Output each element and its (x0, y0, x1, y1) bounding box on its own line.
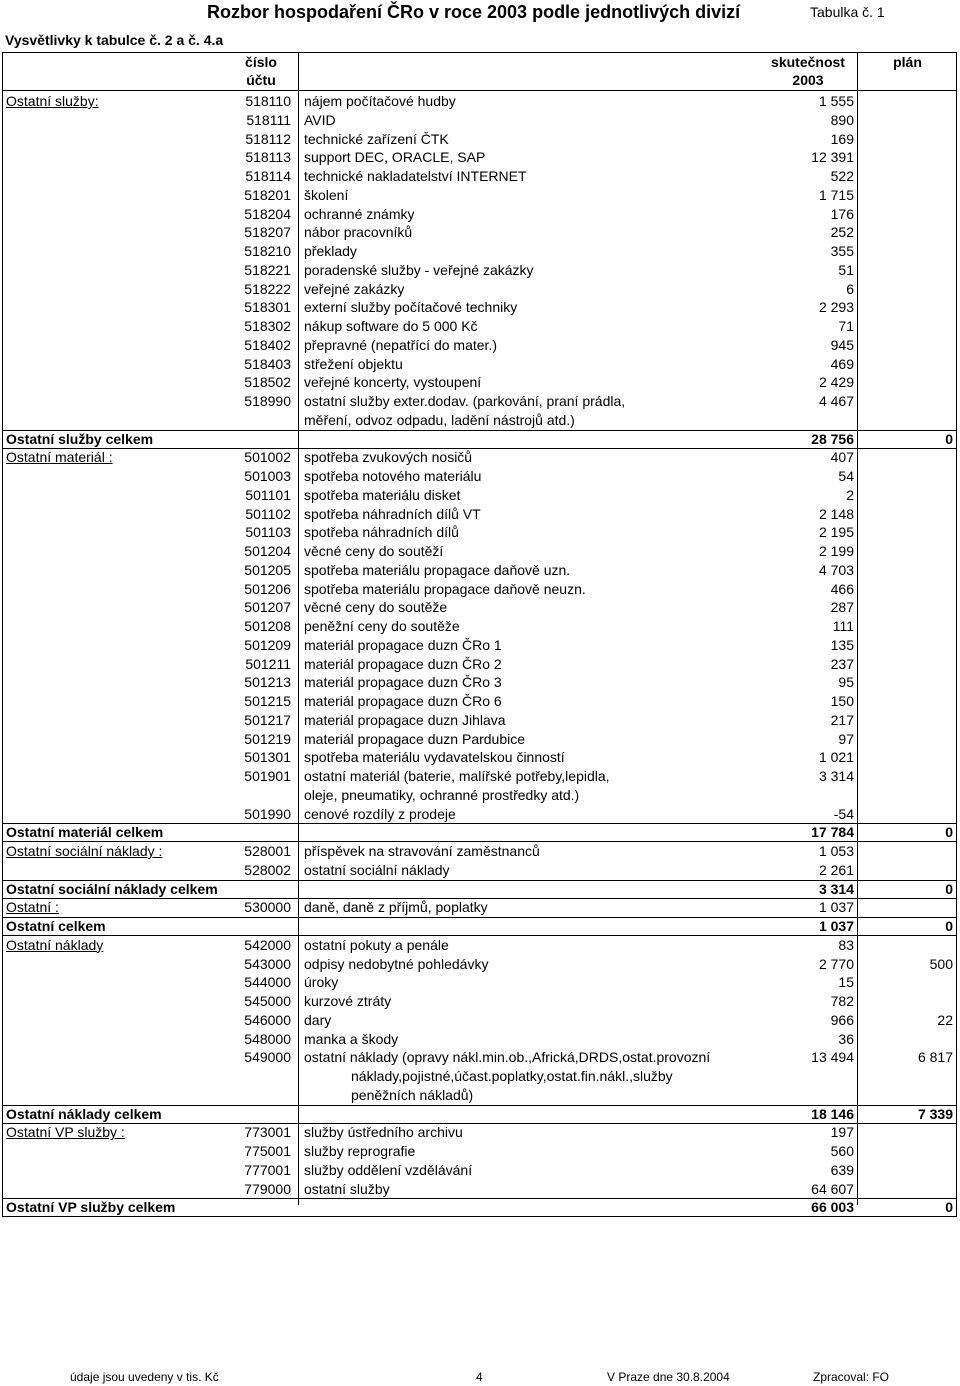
actual-value: 15 (838, 974, 854, 991)
table-row (0, 580, 960, 599)
item-description: oleje, pneumatiky, ochranné prostředky atd.) (304, 786, 580, 803)
table-row (0, 1030, 960, 1049)
table-row (0, 167, 960, 186)
section-total-label: Ostatní služby celkem (6, 430, 154, 447)
table-row (0, 467, 960, 486)
footer-author: Zpracoval: FO (813, 1370, 890, 1384)
table-row (0, 955, 960, 974)
actual-value: 12 391 (811, 149, 854, 166)
total-row (0, 917, 960, 936)
item-description: úroky (304, 974, 339, 991)
table-row (0, 542, 960, 561)
table-row (0, 148, 960, 167)
item-description: spotřeba náhradních dílů VT (304, 505, 481, 522)
table-row (0, 373, 960, 392)
item-description: věcné ceny do soutěže (304, 599, 448, 616)
explanations-label: Vysvětlivky k tabulce č. 2 a č. 4.a (5, 32, 224, 48)
item-description: materiál propagace duzn Jihlava (304, 711, 506, 728)
account-number: 501209 (244, 636, 291, 653)
plan-value: 0 (945, 880, 953, 897)
table-row (0, 992, 960, 1011)
item-description: materiál propagace duzn ČRo 6 (304, 693, 502, 709)
item-description: měření, odvoz odpadu, ladění nástrojů atd.) (304, 411, 575, 428)
table-row (0, 786, 960, 805)
actual-value: 3 314 (818, 768, 854, 784)
account-number: 542000 (244, 936, 291, 953)
document-title: Rozbor hospodaření ČRo v roce 2003 podle jednotlivých divizí (207, 2, 741, 22)
table-row (0, 748, 960, 767)
plan-value: 0 (945, 1199, 953, 1216)
account-number: 501213 (244, 674, 291, 691)
table-row (0, 936, 960, 955)
actual-value: 169 (830, 130, 854, 147)
actual-value: 237 (830, 655, 854, 672)
account-number: 543000 (244, 955, 291, 972)
plan-value: 0 (945, 918, 953, 934)
account-number: 518990 (244, 393, 291, 409)
item-description: ostatní sociální náklady (304, 861, 450, 878)
item-description: spotřeba materiálu propagace daňově neuzn. (304, 580, 586, 597)
section-label: Ostatní služby: (6, 93, 99, 109)
actual-value: 197 (830, 1124, 854, 1141)
actual-value: 64 607 (811, 1180, 854, 1197)
item-description: support DEC, ORACLE, SAP (304, 149, 486, 166)
account-number: 518302 (244, 318, 291, 334)
account-number: 501102 (245, 505, 291, 522)
account-number: 501206 (244, 580, 291, 597)
table-row (0, 242, 960, 261)
actual-value: 83 (838, 936, 854, 953)
actual-value: 2 (846, 486, 854, 503)
table-row (0, 1086, 960, 1105)
account-number: 544000 (244, 974, 291, 991)
actual-value: 1 037 (818, 918, 854, 934)
table-row (0, 392, 960, 411)
table-row (0, 1048, 960, 1067)
account-number: 501215 (244, 693, 291, 709)
section-label: Ostatní VP služby : (6, 1124, 125, 1141)
table-row (0, 336, 960, 355)
actual-value: 176 (830, 205, 854, 222)
table-row (0, 448, 960, 467)
account-number: 501207 (244, 599, 291, 616)
table-row (0, 130, 960, 149)
table-header (0, 54, 960, 90)
actual-value: 97 (838, 730, 854, 747)
actual-value: 4 703 (818, 561, 854, 578)
table-row (0, 767, 960, 786)
item-description: veřejné koncerty, vystoupení (304, 374, 482, 391)
actual-value: 17 784 (811, 824, 854, 841)
item-description: spotřeba notového materiálu (304, 468, 482, 484)
item-description: daně, daně z příjmů, poplatky (304, 899, 488, 916)
item-description: peněžní ceny do soutěže (304, 618, 460, 634)
section-total-label: Ostatní náklady celkem (6, 1105, 162, 1122)
total-row (0, 823, 960, 842)
table-row (0, 861, 960, 880)
section-label: Ostatní náklady (6, 936, 104, 953)
table-row (0, 355, 960, 374)
actual-value: 217 (830, 711, 854, 728)
account-number: 528002 (244, 861, 291, 878)
table-row (0, 486, 960, 505)
account-number: 518502 (244, 374, 291, 391)
total-row (0, 880, 960, 899)
section-total-label: Ostatní materiál celkem (6, 824, 164, 841)
actual-value: -54 (833, 805, 854, 822)
section-total-label: Ostatní VP služby celkem (6, 1199, 176, 1216)
table-row (0, 711, 960, 730)
actual-value: 3 314 (818, 880, 854, 897)
table-row (0, 1011, 960, 1030)
item-description: externí služby počítačové techniky (304, 299, 518, 316)
account-number: 518111 (246, 111, 291, 128)
item-description: spotřeba zvukových nosičů (304, 449, 473, 466)
table-row (0, 92, 960, 111)
item-description: spotřeba náhradních dílů (304, 524, 459, 541)
table-row (0, 561, 960, 580)
actual-value: 71 (838, 318, 854, 334)
item-description: služby ústředního archivu (304, 1124, 463, 1141)
item-description: náklady,pojistné,účast.poplatky,ostat.fin.nákl.,služby (351, 1068, 673, 1084)
actual-value: 28 756 (811, 430, 854, 447)
account-number: 518301 (244, 299, 291, 316)
table-row (0, 1180, 960, 1199)
account-number: 546000 (244, 1011, 291, 1028)
item-description: materiál propagace duzn Pardubice (304, 730, 526, 747)
item-description: ostatní materiál (baterie, malířské potřeby,lepidla, (304, 768, 610, 784)
total-row (0, 1198, 960, 1217)
actual-value: 639 (830, 1161, 854, 1178)
item-description: materiál propagace duzn ČRo 2 (304, 655, 502, 672)
actual-value: 6 (846, 280, 854, 297)
item-description: spotřeba materiálu propagace daňově uzn. (304, 561, 571, 578)
actual-value: 1 715 (818, 186, 854, 203)
section-label: Ostatní : (6, 899, 59, 916)
item-description: poradenské služby - veřejné zakázky (304, 261, 534, 278)
actual-value: 560 (830, 1143, 854, 1159)
plan-value: 22 (937, 1011, 953, 1028)
item-description: AVID (304, 111, 336, 128)
grid-line (2, 90, 957, 91)
item-description: školení (304, 186, 349, 203)
actual-value: 2 195 (818, 524, 854, 541)
table-row (0, 523, 960, 542)
table-row (0, 636, 960, 655)
actual-value: 2 429 (818, 374, 854, 391)
header-actual-line2: 2003 (792, 72, 824, 88)
item-description: dary (304, 1011, 332, 1028)
actual-value: 95 (838, 674, 854, 691)
account-number: 518402 (244, 336, 291, 353)
plan-value: 7 339 (917, 1105, 953, 1122)
account-number: 501219 (244, 730, 291, 747)
account-number: 501301 (244, 749, 291, 766)
table-row (0, 261, 960, 280)
item-description: cenové rozdíly z prodeje (304, 805, 456, 822)
actual-value: 111 (832, 618, 854, 634)
table-row (0, 730, 960, 749)
account-number: 501211 (245, 655, 291, 672)
account-number: 501204 (244, 543, 291, 559)
item-description: věcné ceny do soutěží (304, 543, 444, 559)
item-description: materiál propagace duzn ČRo 1 (304, 636, 502, 653)
actual-value: 1 053 (818, 843, 854, 859)
item-description: ostatní služby exter.dodav. (parkování, praní prádla, (304, 393, 626, 409)
section-label: Ostatní materiál : (6, 449, 113, 466)
item-description: veřejné zakázky (304, 280, 405, 297)
header-account-line2: účtu (246, 72, 276, 88)
actual-value: 466 (830, 580, 854, 597)
section-total-label: Ostatní celkem (6, 918, 106, 934)
actual-value: 51 (838, 261, 854, 278)
account-number: 501101 (245, 486, 291, 503)
account-number: 528001 (244, 843, 291, 859)
actual-value: 1 021 (818, 749, 854, 766)
account-number: 518114 (245, 168, 291, 184)
account-number: 518110 (245, 93, 291, 109)
header-actual-line1: skutečnost (771, 54, 845, 70)
table-row (0, 805, 960, 824)
item-description: technické nakladatelství INTERNET (304, 168, 527, 184)
item-description: ostatní náklady (opravy nákl.min.ob.,Africká,DRDS,ostat.provozní (304, 1049, 711, 1066)
total-row (0, 430, 960, 449)
table-row (0, 898, 960, 917)
table-label: Tabulka č. 1 (810, 4, 885, 20)
account-number: 518210 (244, 243, 291, 259)
account-number: 518201 (244, 186, 291, 203)
account-number: 549000 (244, 1049, 291, 1066)
account-number: 777001 (244, 1161, 291, 1178)
account-number: 501208 (244, 618, 291, 634)
actual-value: 966 (830, 1011, 854, 1028)
table-row (0, 617, 960, 636)
actual-value: 4 467 (818, 393, 854, 409)
footer-place-date: V Praze dne 30.8.2004 (607, 1370, 730, 1384)
item-description: překlady (304, 243, 357, 259)
section-total-label: Ostatní sociální náklady celkem (6, 880, 218, 897)
table-row (0, 298, 960, 317)
section-label: Ostatní sociální náklady : (6, 843, 163, 859)
table-row (0, 1123, 960, 1142)
item-description: ostatní pokuty a penále (304, 936, 449, 953)
table-row (0, 205, 960, 224)
actual-value: 287 (830, 599, 854, 616)
table-row (0, 598, 960, 617)
actual-value: 1 037 (818, 899, 854, 916)
table-row (0, 655, 960, 674)
item-description: manka a škody (304, 1030, 399, 1047)
account-number: 501217 (244, 711, 291, 728)
table-row (0, 111, 960, 130)
actual-value: 407 (830, 449, 854, 466)
account-number: 779000 (244, 1180, 291, 1197)
item-description: střežení objektu (304, 355, 403, 372)
item-description: nákup software do 5 000 Kč (304, 318, 478, 334)
actual-value: 252 (830, 224, 854, 241)
account-number: 518207 (244, 224, 291, 241)
table-row (0, 280, 960, 299)
actual-value: 522 (830, 168, 854, 184)
footer-note: údaje jsou uvedeny v tis. Kč (70, 1370, 219, 1384)
account-number: 545000 (244, 993, 291, 1009)
footer-page-number: 4 (476, 1370, 483, 1384)
item-description: ostatní služby (304, 1180, 390, 1197)
actual-value: 2 261 (818, 861, 854, 878)
account-number: 501990 (244, 805, 291, 822)
actual-value: 18 146 (811, 1105, 854, 1122)
account-number: 518222 (244, 280, 291, 297)
actual-value: 2 770 (818, 955, 854, 972)
table-row (0, 186, 960, 205)
account-number: 501003 (244, 468, 291, 484)
item-description: nábor pracovníků (304, 224, 413, 241)
actual-value: 135 (830, 636, 854, 653)
item-description: kurzové ztráty (304, 993, 392, 1009)
table-row (0, 505, 960, 524)
table-row (0, 1142, 960, 1161)
actual-value: 2 293 (818, 299, 854, 316)
actual-value: 469 (830, 355, 854, 372)
account-number: 518112 (245, 130, 291, 147)
table-row (0, 1161, 960, 1180)
item-description: spotřeba materiálu vydavatelskou činností (304, 749, 565, 766)
table-row (0, 673, 960, 692)
actual-value: 355 (830, 243, 854, 259)
plan-value: 500 (929, 955, 953, 972)
item-description: materiál propagace duzn ČRo 3 (304, 674, 502, 691)
account-number: 501002 (244, 449, 291, 466)
account-number: 501901 (244, 768, 291, 784)
item-description: příspěvek na stravování zaměstnanců (304, 843, 540, 859)
header-account-line1: číslo (245, 54, 277, 70)
header-plan: plán (893, 54, 922, 70)
actual-value: 13 494 (811, 1049, 854, 1066)
account-number: 518113 (245, 149, 291, 166)
actual-value: 2 148 (818, 505, 854, 522)
item-description: odpisy nedobytné pohledávky (304, 955, 489, 972)
account-number: 518204 (244, 205, 291, 222)
table-row (0, 692, 960, 711)
actual-value: 890 (830, 111, 854, 128)
actual-value: 150 (830, 693, 854, 709)
table-row (0, 411, 960, 430)
table-row (0, 842, 960, 861)
actual-value: 36 (838, 1030, 854, 1047)
table-row (0, 317, 960, 336)
actual-value: 2 199 (818, 543, 854, 559)
grid-line (2, 52, 957, 53)
item-description: služby reprografie (304, 1143, 416, 1159)
account-number: 775001 (244, 1143, 291, 1159)
account-number: 501103 (245, 524, 291, 541)
account-number: 501205 (244, 561, 291, 578)
actual-value: 54 (838, 468, 854, 484)
account-number: 530000 (244, 899, 291, 916)
table-row (0, 1067, 960, 1086)
item-description: technické zařízení ČTK (304, 130, 449, 147)
account-number: 548000 (244, 1030, 291, 1047)
total-row (0, 1105, 960, 1124)
actual-value: 782 (830, 993, 854, 1009)
account-number: 518221 (244, 261, 291, 278)
plan-value: 0 (945, 430, 953, 447)
table-row (0, 223, 960, 242)
actual-value: 1 555 (818, 93, 854, 109)
plan-value: 6 817 (917, 1049, 953, 1066)
actual-value: 945 (830, 336, 854, 353)
item-description: ochranné známky (304, 205, 415, 222)
actual-value: 66 003 (811, 1199, 854, 1216)
item-description: přepravné (nepatřící do mater.) (304, 336, 497, 353)
table-row (0, 973, 960, 992)
item-description: nájem počítačové hudby (304, 93, 456, 109)
item-description: spotřeba materiálu disket (304, 486, 461, 503)
item-description: peněžních nákladů) (351, 1086, 474, 1103)
plan-value: 0 (945, 824, 953, 841)
account-number: 773001 (244, 1124, 291, 1141)
account-number: 518403 (244, 355, 291, 372)
item-description: služby oddělení vzdělávání (304, 1161, 473, 1178)
